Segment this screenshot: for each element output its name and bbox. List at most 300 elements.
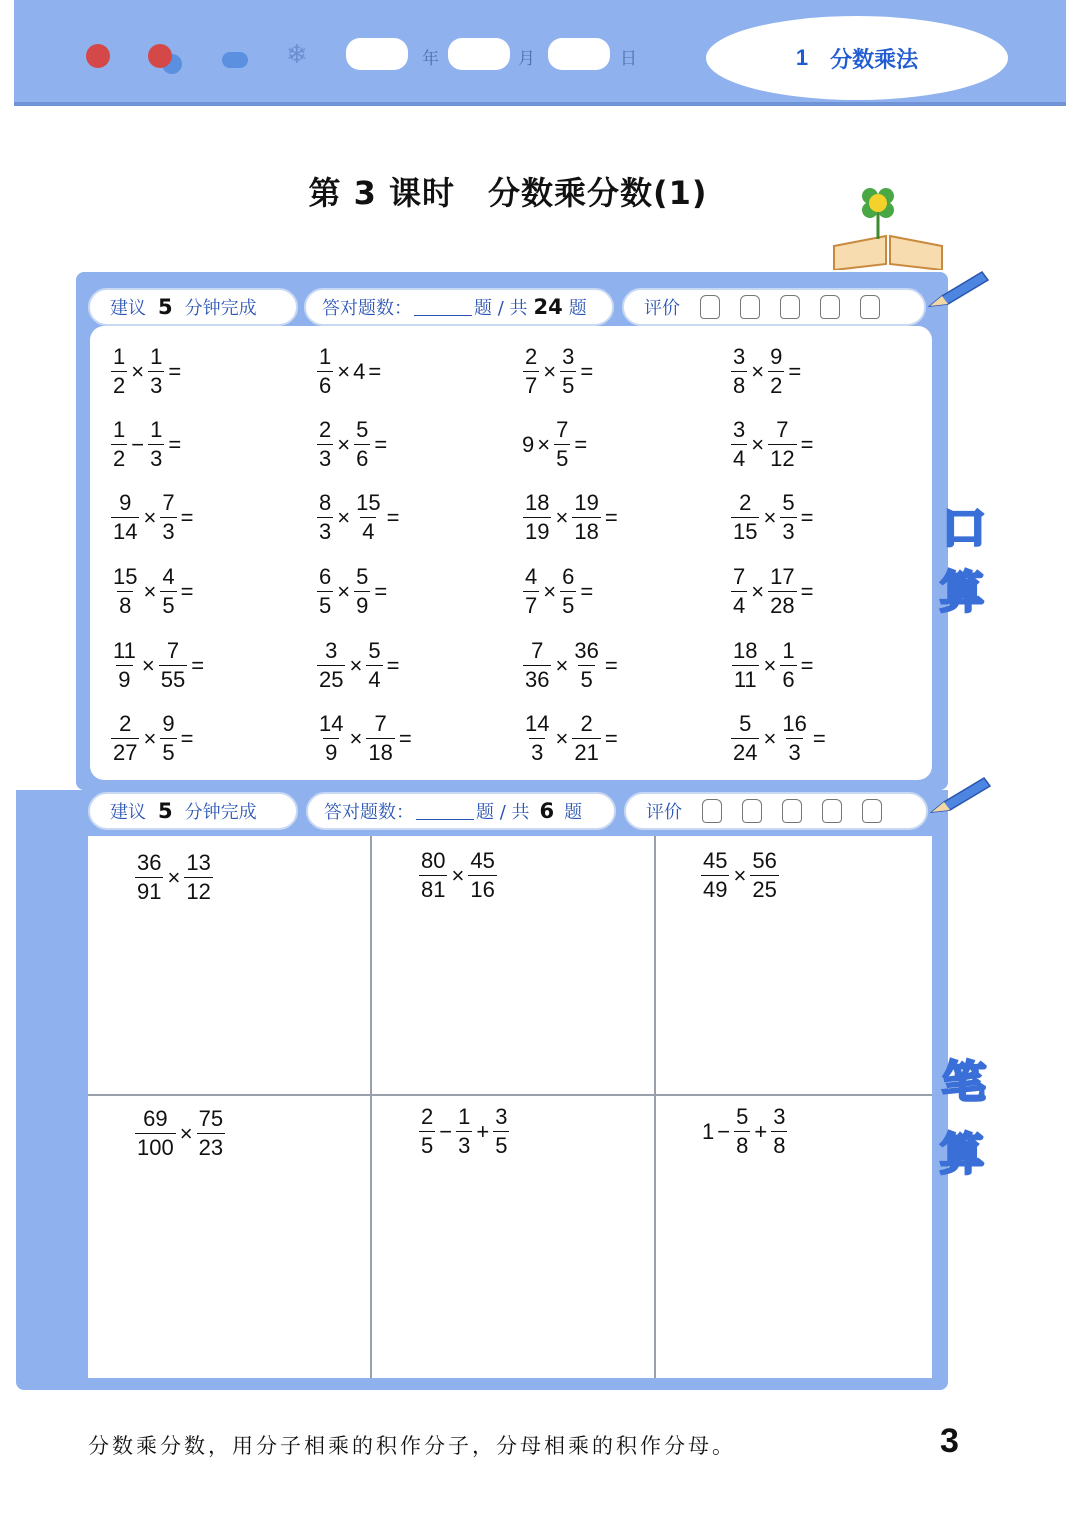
denominator: 4 bbox=[368, 667, 381, 692]
numerator: 2 bbox=[739, 490, 752, 515]
fraction bbox=[419, 1106, 435, 1157]
numerator: 2 bbox=[580, 711, 593, 736]
written-score-bar bbox=[306, 792, 616, 830]
fraction bbox=[554, 419, 570, 470]
fraction bbox=[111, 346, 127, 397]
fraction bbox=[731, 566, 747, 617]
numerator: 3 bbox=[325, 638, 338, 663]
fraction bbox=[111, 492, 139, 543]
fraction bbox=[572, 713, 600, 764]
operator: = bbox=[180, 578, 194, 604]
operator: − bbox=[717, 1118, 731, 1144]
operator: − bbox=[131, 431, 145, 457]
operator: × bbox=[733, 862, 747, 888]
numerator: 7 bbox=[733, 564, 746, 589]
fraction bbox=[750, 850, 778, 901]
numerator: 75 bbox=[198, 1106, 224, 1131]
year-field[interactable] bbox=[346, 38, 408, 70]
rain-icon bbox=[222, 52, 248, 68]
numerator: 13 bbox=[186, 850, 211, 875]
numerator: 18 bbox=[525, 490, 550, 515]
oral-problem bbox=[522, 346, 596, 397]
denominator: 3 bbox=[531, 740, 544, 765]
numerator: 1 bbox=[319, 344, 332, 369]
fraction bbox=[701, 850, 729, 901]
fraction bbox=[317, 566, 333, 617]
fraction bbox=[731, 346, 747, 397]
sun-icon bbox=[86, 44, 110, 68]
fraction bbox=[419, 850, 447, 901]
operator: × bbox=[167, 864, 181, 890]
total-suffix: 题 bbox=[564, 802, 583, 823]
numerator: 7 bbox=[776, 417, 789, 442]
denominator: 5 bbox=[556, 446, 569, 471]
denominator: 9 bbox=[356, 593, 369, 618]
denominator: 16 bbox=[470, 877, 495, 902]
pencil-icon bbox=[928, 270, 990, 310]
operator: = bbox=[604, 725, 618, 751]
numerator: 15 bbox=[356, 490, 381, 515]
thumbs-up-icon[interactable] bbox=[700, 295, 720, 319]
oral-problem bbox=[522, 713, 621, 764]
unit-badge bbox=[706, 16, 1008, 100]
written-tag-char: 算 bbox=[940, 1129, 984, 1180]
oral-problem bbox=[110, 419, 184, 470]
day-label: 日 bbox=[620, 49, 637, 69]
oral-problem bbox=[522, 419, 590, 470]
denominator: 5 bbox=[421, 1133, 434, 1158]
operator: × bbox=[179, 1120, 193, 1146]
operator: × bbox=[337, 358, 351, 384]
correct-label: 答对题数： bbox=[324, 802, 414, 823]
month-label: 月 bbox=[518, 49, 535, 69]
denominator: 3 bbox=[162, 519, 175, 544]
fraction bbox=[780, 640, 796, 691]
numerator: 1 bbox=[150, 344, 163, 369]
grid-line bbox=[370, 836, 372, 1378]
fraction bbox=[317, 346, 333, 397]
fraction bbox=[111, 566, 139, 617]
operator: = bbox=[800, 652, 814, 678]
denominator: 18 bbox=[368, 740, 393, 765]
denominator: 3 bbox=[458, 1133, 471, 1158]
numerator: 17 bbox=[770, 564, 795, 589]
written-problem bbox=[700, 850, 780, 901]
denominator: 6 bbox=[356, 446, 369, 471]
fraction bbox=[523, 346, 539, 397]
fraction bbox=[768, 419, 796, 470]
operator: = bbox=[168, 431, 182, 457]
fraction bbox=[160, 713, 176, 764]
numerator: 8 bbox=[319, 490, 332, 515]
operator: × bbox=[131, 358, 145, 384]
oral-problem bbox=[316, 492, 402, 543]
numerator: 80 bbox=[421, 848, 446, 873]
snow-icon: ❄ bbox=[286, 40, 308, 70]
numerator: 3 bbox=[495, 1104, 508, 1129]
operator: = bbox=[398, 725, 412, 751]
operator: + bbox=[476, 1118, 490, 1144]
numerator: 7 bbox=[374, 711, 387, 736]
oral-problem bbox=[522, 492, 621, 543]
numerator: 19 bbox=[574, 490, 599, 515]
thumbs-up-icon[interactable] bbox=[822, 799, 842, 823]
thumbs-up-icon[interactable] bbox=[740, 295, 760, 319]
operator: × bbox=[543, 578, 557, 604]
denominator: 8 bbox=[736, 1133, 749, 1158]
operator: × bbox=[751, 431, 765, 457]
oral-problem bbox=[730, 492, 816, 543]
correct-count-field[interactable] bbox=[416, 803, 474, 820]
oral-problem bbox=[730, 713, 829, 764]
thumbs-up-icon[interactable] bbox=[742, 799, 762, 823]
oral-problem bbox=[730, 346, 804, 397]
fraction bbox=[111, 640, 138, 691]
total-value: 6 bbox=[539, 799, 555, 823]
denominator: 8 bbox=[733, 373, 746, 398]
numerator: 9 bbox=[162, 711, 175, 736]
denominator: 3 bbox=[319, 519, 332, 544]
operator: × bbox=[349, 652, 363, 678]
numerator: 3 bbox=[733, 344, 746, 369]
denominator: 18 bbox=[574, 519, 599, 544]
grid-line bbox=[88, 1094, 932, 1096]
oral-problem bbox=[110, 640, 207, 691]
correct-label: 答对题数： bbox=[322, 298, 412, 319]
operator: × bbox=[143, 725, 157, 751]
operator: = bbox=[580, 578, 594, 604]
numerator: 3 bbox=[562, 344, 575, 369]
thumbs-up-icon[interactable] bbox=[780, 295, 800, 319]
operator: × bbox=[349, 725, 363, 751]
operator: × bbox=[555, 504, 569, 530]
fraction bbox=[111, 419, 127, 470]
oral-problem bbox=[316, 640, 402, 691]
denominator: 11 bbox=[733, 667, 757, 692]
operator: = bbox=[800, 578, 814, 604]
denominator: 14 bbox=[113, 519, 138, 544]
operator: = bbox=[180, 504, 194, 530]
oral-problem bbox=[316, 346, 384, 397]
fraction bbox=[197, 1108, 225, 1159]
denominator: 4 bbox=[733, 446, 746, 471]
unit-number: 1 bbox=[795, 45, 809, 70]
denominator: 49 bbox=[703, 877, 728, 902]
fraction bbox=[493, 1106, 509, 1157]
operator: = bbox=[374, 431, 388, 457]
oral-problem bbox=[316, 713, 415, 764]
numerator: 2 bbox=[119, 711, 132, 736]
fraction bbox=[366, 713, 394, 764]
fraction bbox=[111, 713, 139, 764]
oral-problem bbox=[730, 419, 816, 470]
number: 4 bbox=[353, 358, 366, 384]
fraction bbox=[366, 640, 382, 691]
oral-problem bbox=[522, 640, 621, 691]
operator: = bbox=[788, 358, 802, 384]
denominator: 25 bbox=[752, 877, 777, 902]
written-rating-bar bbox=[624, 792, 928, 830]
suggest-suffix: 分钟完成 bbox=[184, 802, 257, 823]
operator: × bbox=[451, 862, 465, 888]
oral-tag-char: 算 bbox=[940, 567, 984, 618]
denominator: 28 bbox=[770, 593, 795, 618]
oral-problem bbox=[730, 566, 816, 617]
number: 1 bbox=[702, 1118, 715, 1144]
written-tag-char: 笔 bbox=[942, 1057, 986, 1108]
denominator: 9 bbox=[118, 667, 131, 692]
rating-label: 评价 bbox=[646, 802, 682, 823]
denominator: 3 bbox=[782, 519, 795, 544]
denominator: 15 bbox=[733, 519, 758, 544]
fraction bbox=[317, 419, 333, 470]
denominator: 8 bbox=[119, 593, 132, 618]
thumbs-up-icon[interactable] bbox=[782, 799, 802, 823]
fraction bbox=[780, 713, 808, 764]
denominator: 6 bbox=[319, 373, 332, 398]
denominator: 3 bbox=[788, 740, 801, 765]
fraction bbox=[780, 492, 796, 543]
numerator: 6 bbox=[562, 564, 575, 589]
fraction bbox=[731, 713, 759, 764]
denominator: 5 bbox=[495, 1133, 508, 1158]
numerator: 7 bbox=[531, 638, 544, 663]
denominator: 2 bbox=[113, 373, 126, 398]
numerator: 9 bbox=[770, 344, 783, 369]
denominator: 3 bbox=[150, 446, 163, 471]
fraction bbox=[148, 419, 164, 470]
fraction bbox=[317, 713, 345, 764]
numerator: 2 bbox=[421, 1104, 434, 1129]
denominator: 6 bbox=[782, 667, 795, 692]
denominator: 5 bbox=[562, 593, 575, 618]
fraction bbox=[354, 492, 382, 543]
numerator: 14 bbox=[319, 711, 344, 736]
oral-problem bbox=[730, 640, 816, 691]
operator: − bbox=[439, 1118, 453, 1144]
oral-time-bar bbox=[88, 288, 298, 326]
numerator: 14 bbox=[525, 711, 550, 736]
numerator: 5 bbox=[368, 638, 381, 663]
denominator: 3 bbox=[319, 446, 332, 471]
total-value: 24 bbox=[533, 295, 563, 319]
thumbs-up-icon[interactable] bbox=[702, 799, 722, 823]
numerator: 36 bbox=[574, 638, 599, 663]
unit-title: 分数乘法 bbox=[830, 46, 919, 72]
operator: = bbox=[180, 725, 194, 751]
denominator: 81 bbox=[421, 877, 446, 902]
operator: × bbox=[555, 652, 569, 678]
denominator: 27 bbox=[113, 740, 138, 765]
numerator: 6 bbox=[319, 564, 332, 589]
operator: × bbox=[763, 504, 777, 530]
operator: × bbox=[543, 358, 557, 384]
fraction bbox=[771, 1106, 787, 1157]
fraction bbox=[354, 419, 370, 470]
fraction bbox=[456, 1106, 472, 1157]
numerator: 5 bbox=[782, 490, 795, 515]
denominator: 7 bbox=[525, 373, 538, 398]
operator: × bbox=[337, 431, 351, 457]
oral-problem bbox=[110, 492, 196, 543]
operator: = bbox=[800, 431, 814, 457]
fraction bbox=[731, 419, 747, 470]
operator: × bbox=[143, 578, 157, 604]
numerator: 56 bbox=[752, 848, 777, 873]
numerator: 5 bbox=[356, 564, 369, 589]
denominator: 5 bbox=[562, 373, 575, 398]
fraction bbox=[184, 852, 212, 903]
operator: = bbox=[386, 504, 400, 530]
operator: = bbox=[574, 431, 588, 457]
fraction bbox=[560, 566, 576, 617]
fraction bbox=[768, 346, 784, 397]
numerator: 5 bbox=[736, 1104, 749, 1129]
denominator: 21 bbox=[574, 740, 599, 765]
cloudy-icon bbox=[148, 44, 172, 68]
operator: × bbox=[143, 504, 157, 530]
numerator: 1 bbox=[113, 344, 126, 369]
total-prefix: 题 / 共 bbox=[474, 298, 528, 319]
numerator: 3 bbox=[773, 1104, 786, 1129]
numerator: 36 bbox=[137, 850, 162, 875]
grid-line bbox=[654, 836, 656, 1378]
oral-rating-bar bbox=[622, 288, 926, 326]
denominator: 2 bbox=[770, 373, 783, 398]
oral-problem bbox=[316, 419, 390, 470]
written-problem bbox=[418, 1106, 510, 1157]
numerator: 45 bbox=[703, 848, 728, 873]
numerator: 18 bbox=[733, 638, 758, 663]
operator: + bbox=[754, 1118, 768, 1144]
fraction bbox=[560, 346, 576, 397]
operator: = bbox=[374, 578, 388, 604]
operator: = bbox=[604, 504, 618, 530]
operator: = bbox=[604, 652, 618, 678]
operator: × bbox=[537, 431, 551, 457]
denominator: 24 bbox=[733, 740, 758, 765]
fraction bbox=[523, 713, 551, 764]
written-problem bbox=[134, 1108, 226, 1159]
oral-score-bar bbox=[304, 288, 614, 326]
book-flower-icon bbox=[830, 184, 946, 270]
oral-problem bbox=[110, 346, 184, 397]
numerator: 1 bbox=[782, 638, 795, 663]
operator: × bbox=[763, 725, 777, 751]
numerator: 69 bbox=[143, 1106, 168, 1131]
numerator: 4 bbox=[162, 564, 175, 589]
fraction bbox=[468, 850, 496, 901]
numerator: 16 bbox=[782, 711, 807, 736]
operator: = bbox=[368, 358, 382, 384]
denominator: 2 bbox=[113, 446, 126, 471]
operator: = bbox=[168, 358, 182, 384]
fraction bbox=[523, 566, 539, 617]
operator: = bbox=[191, 652, 205, 678]
fraction bbox=[731, 640, 759, 691]
numerator: 5 bbox=[356, 417, 369, 442]
denominator: 4 bbox=[362, 519, 375, 544]
denominator: 5 bbox=[319, 593, 332, 618]
number: 9 bbox=[522, 431, 535, 457]
denominator: 23 bbox=[198, 1135, 224, 1160]
numerator: 1 bbox=[458, 1104, 471, 1129]
denominator: 5 bbox=[162, 740, 175, 765]
lesson-title: 第 3 课时 分数乘分数(1) bbox=[308, 174, 708, 212]
fraction bbox=[160, 492, 176, 543]
rating-label: 评价 bbox=[644, 298, 680, 319]
written-problem bbox=[134, 852, 214, 903]
fraction bbox=[572, 640, 600, 691]
numerator: 5 bbox=[739, 711, 752, 736]
denominator: 7 bbox=[525, 593, 538, 618]
fraction bbox=[572, 492, 600, 543]
oral-problem bbox=[110, 566, 196, 617]
operator: × bbox=[337, 578, 351, 604]
operator: × bbox=[763, 652, 777, 678]
denominator: 12 bbox=[770, 446, 795, 471]
fraction bbox=[317, 640, 345, 691]
fraction bbox=[160, 566, 176, 617]
day-field[interactable] bbox=[548, 38, 610, 70]
operator: × bbox=[751, 358, 765, 384]
operator: = bbox=[580, 358, 594, 384]
numerator: 7 bbox=[556, 417, 569, 442]
denominator: 8 bbox=[773, 1133, 786, 1158]
numerator: 7 bbox=[166, 638, 180, 663]
operator: = bbox=[800, 504, 814, 530]
operator: = bbox=[386, 652, 400, 678]
oral-problem bbox=[522, 566, 596, 617]
oral-tag-char: 口 bbox=[942, 503, 986, 554]
correct-count-field[interactable] bbox=[414, 299, 472, 316]
numerator: 9 bbox=[119, 490, 132, 515]
fraction bbox=[734, 1106, 750, 1157]
fraction bbox=[148, 346, 164, 397]
thumbs-up-icon[interactable] bbox=[860, 295, 880, 319]
footer-note: 分数乘分数，用分子相乘的积作分子，分母相乘的积作分母。 bbox=[88, 1434, 736, 1458]
denominator: 19 bbox=[525, 519, 550, 544]
thumbs-up-icon[interactable] bbox=[862, 799, 882, 823]
numerator: 2 bbox=[525, 344, 538, 369]
fraction bbox=[159, 640, 187, 691]
fraction bbox=[354, 566, 370, 617]
operator: × bbox=[751, 578, 765, 604]
suggest-label: 建议 bbox=[110, 802, 146, 823]
denominator: 9 bbox=[325, 740, 338, 765]
minutes-value: 5 bbox=[158, 295, 173, 319]
fraction bbox=[523, 640, 551, 691]
fraction bbox=[135, 1108, 176, 1159]
year-label: 年 bbox=[422, 49, 439, 69]
suggest-suffix: 分钟完成 bbox=[184, 298, 257, 319]
numerator: 1 bbox=[150, 417, 163, 442]
month-field[interactable] bbox=[448, 38, 510, 70]
page-number: 3 bbox=[940, 1422, 959, 1460]
total-prefix: 题 / 共 bbox=[476, 802, 530, 823]
minutes-value: 5 bbox=[158, 799, 173, 823]
denominator: 5 bbox=[162, 593, 175, 618]
denominator: 5 bbox=[580, 667, 593, 692]
numerator: 45 bbox=[470, 848, 495, 873]
numerator: 15 bbox=[113, 564, 138, 589]
thumbs-up-icon[interactable] bbox=[820, 295, 840, 319]
oral-problem bbox=[316, 566, 390, 617]
denominator: 91 bbox=[137, 879, 162, 904]
operator: × bbox=[337, 504, 351, 530]
numerator: 1 bbox=[113, 417, 126, 442]
numerator: 3 bbox=[733, 417, 746, 442]
